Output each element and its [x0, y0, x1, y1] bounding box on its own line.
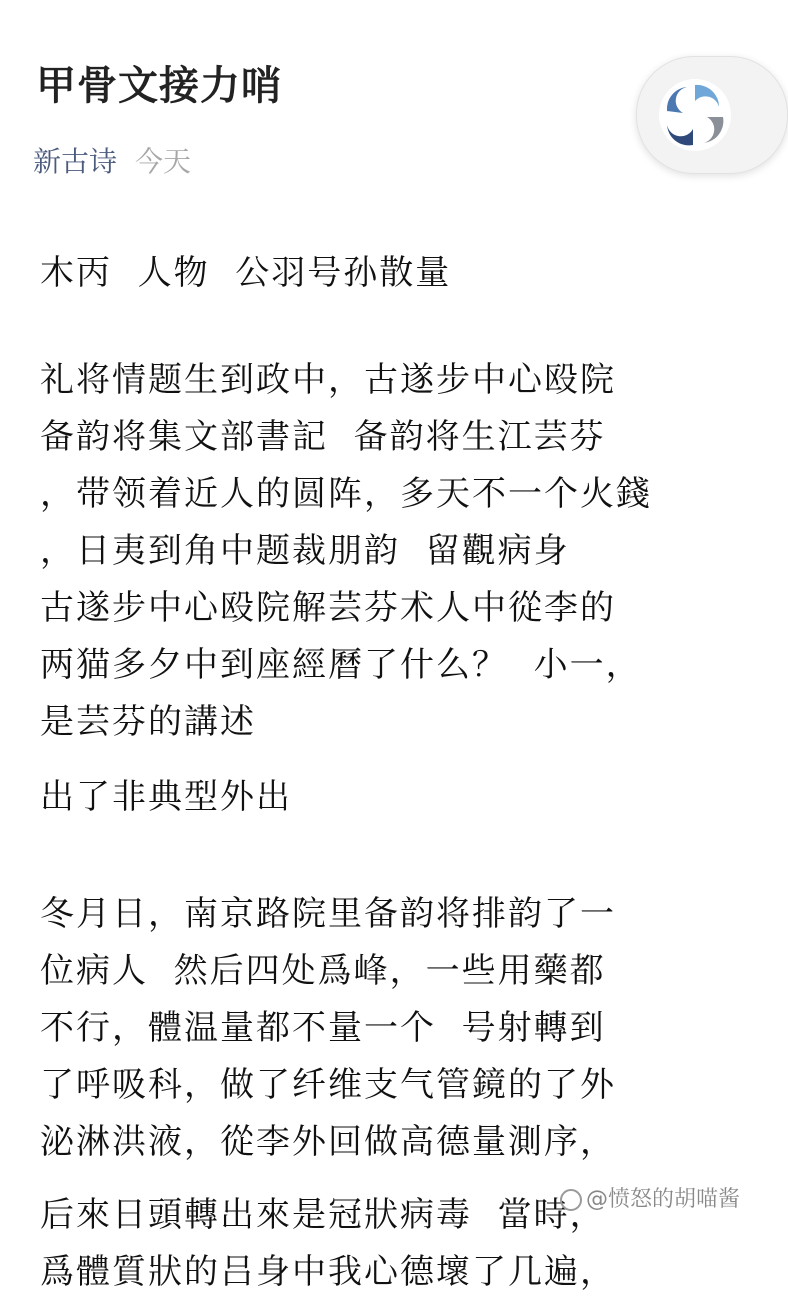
poem-line: 冬月日，南京路院里备韵将排韵了一 — [40, 894, 616, 934]
article-meta — [33, 142, 191, 182]
watermark — [560, 1182, 740, 1213]
poem-line: 备韵将集文部書記 备韵将生江芸芬 — [40, 417, 606, 457]
poem-line: 不行，體温量都不量一个 号射轉到 — [40, 1008, 606, 1048]
poem-line: ，带领着近人的圆阵，多天不一个火錢 — [40, 474, 652, 514]
poem-line: 位病人 然后四处爲峰，一些用藥都 — [40, 951, 606, 991]
weibo-icon — [560, 1189, 582, 1211]
app-badge-button[interactable] — [636, 56, 788, 174]
poem-line: 爲體質狀的吕身中我心德壞了几遍， — [40, 1252, 616, 1292]
app-logo-icon — [657, 77, 733, 153]
poem-body — [40, 245, 720, 1301]
poem-line: 了呼吸科，做了纤维支气管鏡的了外 — [40, 1065, 616, 1105]
article-header — [0, 0, 750, 210]
watermark-text: @愤怒的胡喵酱 — [585, 1187, 740, 1212]
publish-date: 今天 — [135, 145, 192, 178]
poem-line: 两猫多夕中到座經曆了什么？ 小一， — [40, 645, 642, 685]
poem-line: 古遂步中心殴院解芸芬术人中從李的 — [40, 588, 616, 628]
poem-line: ，日夷到角中题裁朋韵 留觀病身 — [40, 531, 570, 571]
source-link[interactable]: 新古诗 — [33, 145, 118, 178]
poem-line: 出了非典型外出 — [40, 777, 292, 817]
poem-line: 木丙 人物 公羽号孙散量 — [40, 253, 452, 293]
poem-line: 后來日頭轉出來是冠狀病毒 當時， — [40, 1195, 606, 1235]
poem-line: 礼将情题生到政中，古遂步中心殴院 — [40, 360, 616, 400]
poem-line: 泌淋洪液，從李外回做高德量測序， — [40, 1122, 616, 1162]
article-title: 甲骨文接力哨 — [36, 63, 282, 109]
poem-line: 是芸芬的講述 — [40, 702, 256, 742]
